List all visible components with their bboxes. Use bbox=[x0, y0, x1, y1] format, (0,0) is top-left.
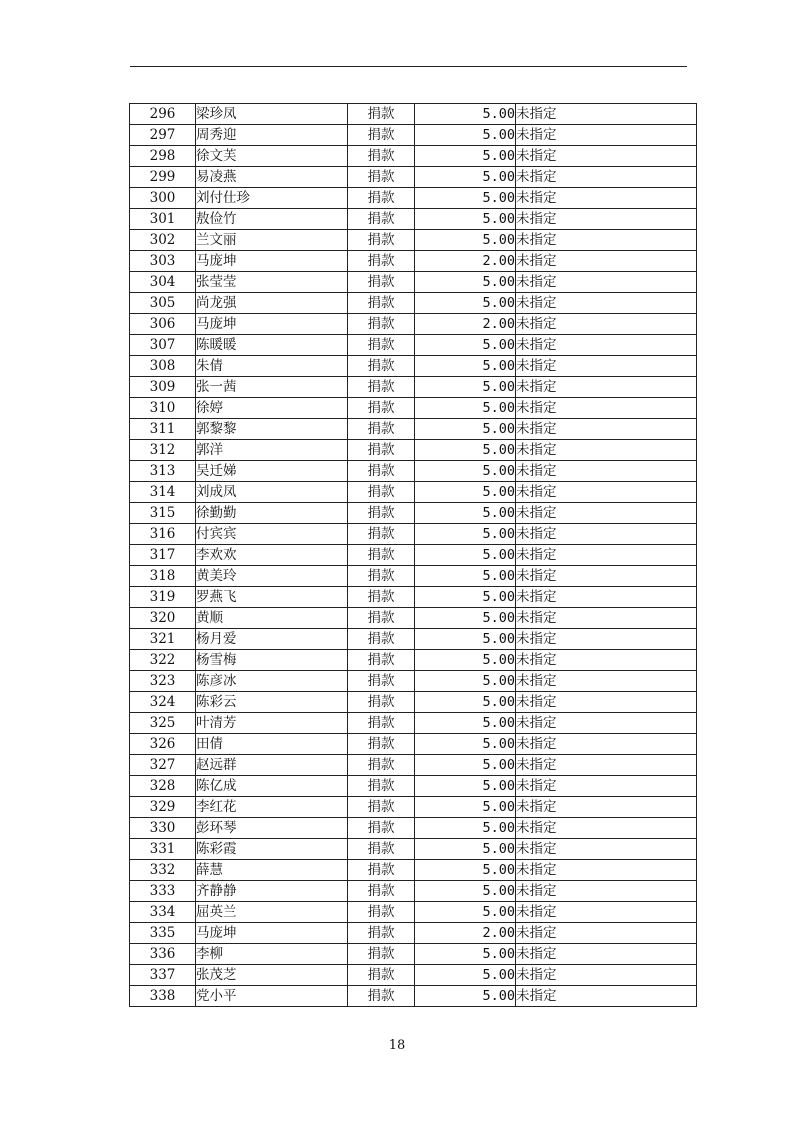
donation-type: 捐款 bbox=[348, 629, 415, 650]
donor-name: 党小平 bbox=[196, 986, 348, 1007]
donation-type: 捐款 bbox=[348, 965, 415, 986]
row-number: 333 bbox=[130, 881, 196, 902]
donor-name: 张一茜 bbox=[196, 377, 348, 398]
table-row bbox=[130, 293, 697, 314]
donation-purpose: 未指定 bbox=[516, 545, 697, 566]
donation-type: 捐款 bbox=[348, 482, 415, 503]
donation-purpose: 未指定 bbox=[516, 776, 697, 797]
donation-amount: 5.00 bbox=[415, 398, 516, 419]
donation-purpose: 未指定 bbox=[516, 188, 697, 209]
donation-purpose: 未指定 bbox=[516, 860, 697, 881]
table-row bbox=[130, 314, 697, 335]
row-number: 334 bbox=[130, 902, 196, 923]
donor-name: 黄顺 bbox=[196, 608, 348, 629]
table-row bbox=[130, 818, 697, 839]
donation-type: 捐款 bbox=[348, 566, 415, 587]
table-row bbox=[130, 587, 697, 608]
donation-type: 捐款 bbox=[348, 755, 415, 776]
table-row bbox=[130, 881, 697, 902]
donation-purpose: 未指定 bbox=[516, 965, 697, 986]
donation-amount: 5.00 bbox=[415, 104, 516, 125]
row-number: 305 bbox=[130, 293, 196, 314]
header-rule bbox=[130, 66, 687, 67]
donation-purpose: 未指定 bbox=[516, 104, 697, 125]
table-row bbox=[130, 860, 697, 881]
donation-amount: 5.00 bbox=[415, 860, 516, 881]
row-number: 330 bbox=[130, 818, 196, 839]
donor-name: 尚龙强 bbox=[196, 293, 348, 314]
table-row bbox=[130, 398, 697, 419]
donation-purpose: 未指定 bbox=[516, 713, 697, 734]
donation-type: 捐款 bbox=[348, 104, 415, 125]
row-number: 335 bbox=[130, 923, 196, 944]
donation-purpose: 未指定 bbox=[516, 503, 697, 524]
table-row bbox=[130, 692, 697, 713]
donation-type: 捐款 bbox=[348, 125, 415, 146]
row-number: 296 bbox=[130, 104, 196, 125]
donation-type: 捐款 bbox=[348, 692, 415, 713]
row-number: 324 bbox=[130, 692, 196, 713]
donation-type: 捐款 bbox=[348, 524, 415, 545]
donation-type: 捐款 bbox=[348, 314, 415, 335]
donation-type: 捐款 bbox=[348, 188, 415, 209]
donation-amount: 5.00 bbox=[415, 881, 516, 902]
donation-purpose: 未指定 bbox=[516, 608, 697, 629]
donation-type: 捐款 bbox=[348, 713, 415, 734]
donation-purpose: 未指定 bbox=[516, 146, 697, 167]
donation-amount: 5.00 bbox=[415, 818, 516, 839]
row-number: 301 bbox=[130, 209, 196, 230]
donor-name: 屈英兰 bbox=[196, 902, 348, 923]
donation-purpose: 未指定 bbox=[516, 692, 697, 713]
table-row bbox=[130, 965, 697, 986]
donation-type: 捐款 bbox=[348, 881, 415, 902]
donation-type: 捐款 bbox=[348, 251, 415, 272]
row-number: 310 bbox=[130, 398, 196, 419]
donation-amount: 5.00 bbox=[415, 545, 516, 566]
donation-purpose: 未指定 bbox=[516, 650, 697, 671]
donation-purpose: 未指定 bbox=[516, 293, 697, 314]
table-row bbox=[130, 482, 697, 503]
donor-name: 吴迁娣 bbox=[196, 461, 348, 482]
donation-amount: 5.00 bbox=[415, 482, 516, 503]
donation-amount: 5.00 bbox=[415, 629, 516, 650]
donation-amount: 5.00 bbox=[415, 272, 516, 293]
donation-type: 捐款 bbox=[348, 230, 415, 251]
table-row bbox=[130, 671, 697, 692]
table-row bbox=[130, 377, 697, 398]
donation-purpose: 未指定 bbox=[516, 629, 697, 650]
donor-name: 徐文芙 bbox=[196, 146, 348, 167]
row-number: 302 bbox=[130, 230, 196, 251]
donation-type: 捐款 bbox=[348, 461, 415, 482]
donor-name: 叶清芳 bbox=[196, 713, 348, 734]
donor-name: 刘付仕珍 bbox=[196, 188, 348, 209]
donor-name: 徐勤勤 bbox=[196, 503, 348, 524]
row-number: 312 bbox=[130, 440, 196, 461]
donation-type: 捐款 bbox=[348, 293, 415, 314]
row-number: 313 bbox=[130, 461, 196, 482]
table-row bbox=[130, 713, 697, 734]
row-number: 307 bbox=[130, 335, 196, 356]
donation-amount: 5.00 bbox=[415, 209, 516, 230]
donor-name: 朱倩 bbox=[196, 356, 348, 377]
row-number: 321 bbox=[130, 629, 196, 650]
donor-name: 陈亿成 bbox=[196, 776, 348, 797]
table-row bbox=[130, 146, 697, 167]
table-row bbox=[130, 503, 697, 524]
donation-purpose: 未指定 bbox=[516, 986, 697, 1007]
donor-name: 黄美玲 bbox=[196, 566, 348, 587]
donation-purpose: 未指定 bbox=[516, 734, 697, 755]
donor-name: 马庞坤 bbox=[196, 251, 348, 272]
donor-name: 薛慧 bbox=[196, 860, 348, 881]
donation-purpose: 未指定 bbox=[516, 356, 697, 377]
table-row bbox=[130, 209, 697, 230]
donor-name: 马庞坤 bbox=[196, 923, 348, 944]
donation-amount: 5.00 bbox=[415, 293, 516, 314]
row-number: 304 bbox=[130, 272, 196, 293]
donation-purpose: 未指定 bbox=[516, 335, 697, 356]
table-row bbox=[130, 356, 697, 377]
table-row bbox=[130, 755, 697, 776]
donor-name: 陈彩霞 bbox=[196, 839, 348, 860]
row-number: 320 bbox=[130, 608, 196, 629]
donation-type: 捐款 bbox=[348, 860, 415, 881]
donation-purpose: 未指定 bbox=[516, 944, 697, 965]
donation-type: 捐款 bbox=[348, 797, 415, 818]
donation-amount: 5.00 bbox=[415, 125, 516, 146]
donor-name: 张莹莹 bbox=[196, 272, 348, 293]
table-row bbox=[130, 272, 697, 293]
donor-name: 赵远群 bbox=[196, 755, 348, 776]
donation-type: 捐款 bbox=[348, 377, 415, 398]
row-number: 331 bbox=[130, 839, 196, 860]
donation-amount: 5.00 bbox=[415, 461, 516, 482]
donor-name: 杨雪梅 bbox=[196, 650, 348, 671]
donation-type: 捐款 bbox=[348, 272, 415, 293]
row-number: 319 bbox=[130, 587, 196, 608]
row-number: 315 bbox=[130, 503, 196, 524]
table-row bbox=[130, 944, 697, 965]
donation-type: 捐款 bbox=[348, 419, 415, 440]
donation-table bbox=[129, 103, 697, 1007]
donation-purpose: 未指定 bbox=[516, 314, 697, 335]
donor-name: 陈彦冰 bbox=[196, 671, 348, 692]
donation-purpose: 未指定 bbox=[516, 587, 697, 608]
donation-purpose: 未指定 bbox=[516, 398, 697, 419]
donation-amount: 5.00 bbox=[415, 440, 516, 461]
donor-name: 郭黎黎 bbox=[196, 419, 348, 440]
donation-amount: 5.00 bbox=[415, 713, 516, 734]
table-row bbox=[130, 986, 697, 1007]
donor-name: 敖俭竹 bbox=[196, 209, 348, 230]
table-row bbox=[130, 923, 697, 944]
table-row bbox=[130, 734, 697, 755]
row-number: 323 bbox=[130, 671, 196, 692]
donation-amount: 5.00 bbox=[415, 356, 516, 377]
table-row bbox=[130, 797, 697, 818]
donation-type: 捐款 bbox=[348, 167, 415, 188]
table-row bbox=[130, 776, 697, 797]
donation-purpose: 未指定 bbox=[516, 797, 697, 818]
row-number: 317 bbox=[130, 545, 196, 566]
donation-amount: 5.00 bbox=[415, 902, 516, 923]
donation-type: 捐款 bbox=[348, 839, 415, 860]
donation-amount: 5.00 bbox=[415, 692, 516, 713]
row-number: 300 bbox=[130, 188, 196, 209]
row-number: 299 bbox=[130, 167, 196, 188]
row-number: 322 bbox=[130, 650, 196, 671]
row-number: 316 bbox=[130, 524, 196, 545]
table-row bbox=[130, 125, 697, 146]
donor-name: 杨月爱 bbox=[196, 629, 348, 650]
table-row bbox=[130, 251, 697, 272]
donation-type: 捐款 bbox=[348, 818, 415, 839]
table-row bbox=[130, 230, 697, 251]
row-number: 332 bbox=[130, 860, 196, 881]
row-number: 314 bbox=[130, 482, 196, 503]
donation-type: 捐款 bbox=[348, 608, 415, 629]
page-number: 18 bbox=[388, 1038, 406, 1053]
donation-type: 捐款 bbox=[348, 671, 415, 692]
row-number: 338 bbox=[130, 986, 196, 1007]
donation-amount: 5.00 bbox=[415, 167, 516, 188]
donation-purpose: 未指定 bbox=[516, 482, 697, 503]
donation-type: 捐款 bbox=[348, 209, 415, 230]
donation-amount: 5.00 bbox=[415, 797, 516, 818]
donation-type: 捐款 bbox=[348, 335, 415, 356]
donation-type: 捐款 bbox=[348, 356, 415, 377]
donation-purpose: 未指定 bbox=[516, 839, 697, 860]
donation-purpose: 未指定 bbox=[516, 881, 697, 902]
donation-purpose: 未指定 bbox=[516, 923, 697, 944]
donation-amount: 5.00 bbox=[415, 524, 516, 545]
donation-amount: 2.00 bbox=[415, 923, 516, 944]
donation-purpose: 未指定 bbox=[516, 440, 697, 461]
donation-amount: 5.00 bbox=[415, 587, 516, 608]
donation-type: 捐款 bbox=[348, 545, 415, 566]
donation-purpose: 未指定 bbox=[516, 230, 697, 251]
donation-amount: 5.00 bbox=[415, 965, 516, 986]
donation-amount: 5.00 bbox=[415, 734, 516, 755]
row-number: 309 bbox=[130, 377, 196, 398]
donation-purpose: 未指定 bbox=[516, 419, 697, 440]
donor-name: 彭环琴 bbox=[196, 818, 348, 839]
donation-amount: 2.00 bbox=[415, 314, 516, 335]
donation-type: 捐款 bbox=[348, 440, 415, 461]
donor-name: 兰文丽 bbox=[196, 230, 348, 251]
donation-amount: 5.00 bbox=[415, 566, 516, 587]
donor-name: 田倩 bbox=[196, 734, 348, 755]
table-row bbox=[130, 188, 697, 209]
table-row bbox=[130, 524, 697, 545]
table-row bbox=[130, 167, 697, 188]
table-row bbox=[130, 461, 697, 482]
donation-amount: 5.00 bbox=[415, 650, 516, 671]
donation-amount: 5.00 bbox=[415, 188, 516, 209]
donation-purpose: 未指定 bbox=[516, 377, 697, 398]
donor-name: 易凌燕 bbox=[196, 167, 348, 188]
donor-name: 郭洋 bbox=[196, 440, 348, 461]
donation-type: 捐款 bbox=[348, 776, 415, 797]
donation-purpose: 未指定 bbox=[516, 461, 697, 482]
row-number: 297 bbox=[130, 125, 196, 146]
donation-amount: 5.00 bbox=[415, 230, 516, 251]
donation-amount: 5.00 bbox=[415, 335, 516, 356]
row-number: 303 bbox=[130, 251, 196, 272]
table-row bbox=[130, 104, 697, 125]
donation-type: 捐款 bbox=[348, 398, 415, 419]
table-row bbox=[130, 335, 697, 356]
donor-name: 陈彩云 bbox=[196, 692, 348, 713]
donation-type: 捐款 bbox=[348, 986, 415, 1007]
donor-name: 周秀迎 bbox=[196, 125, 348, 146]
donor-name: 梁珍凤 bbox=[196, 104, 348, 125]
row-number: 318 bbox=[130, 566, 196, 587]
row-number: 329 bbox=[130, 797, 196, 818]
row-number: 325 bbox=[130, 713, 196, 734]
donor-name: 罗燕飞 bbox=[196, 587, 348, 608]
table-row bbox=[130, 629, 697, 650]
donation-purpose: 未指定 bbox=[516, 209, 697, 230]
donor-name: 齐静静 bbox=[196, 881, 348, 902]
row-number: 337 bbox=[130, 965, 196, 986]
donor-name: 李欢欢 bbox=[196, 545, 348, 566]
donation-type: 捐款 bbox=[348, 923, 415, 944]
row-number: 306 bbox=[130, 314, 196, 335]
table-row bbox=[130, 440, 697, 461]
donation-purpose: 未指定 bbox=[516, 818, 697, 839]
table-row bbox=[130, 608, 697, 629]
donation-purpose: 未指定 bbox=[516, 251, 697, 272]
donor-name: 张茂芝 bbox=[196, 965, 348, 986]
donation-type: 捐款 bbox=[348, 587, 415, 608]
row-number: 336 bbox=[130, 944, 196, 965]
donor-name: 陈暖暖 bbox=[196, 335, 348, 356]
donation-amount: 5.00 bbox=[415, 608, 516, 629]
row-number: 298 bbox=[130, 146, 196, 167]
donor-name: 刘成凤 bbox=[196, 482, 348, 503]
donation-amount: 5.00 bbox=[415, 755, 516, 776]
donor-name: 马庞坤 bbox=[196, 314, 348, 335]
donation-amount: 5.00 bbox=[415, 944, 516, 965]
row-number: 308 bbox=[130, 356, 196, 377]
donation-amount: 5.00 bbox=[415, 776, 516, 797]
donation-type: 捐款 bbox=[348, 503, 415, 524]
donation-amount: 5.00 bbox=[415, 146, 516, 167]
table-row bbox=[130, 839, 697, 860]
donor-name: 李红花 bbox=[196, 797, 348, 818]
table-row bbox=[130, 650, 697, 671]
table-row bbox=[130, 902, 697, 923]
donation-amount: 5.00 bbox=[415, 377, 516, 398]
donation-purpose: 未指定 bbox=[516, 125, 697, 146]
donation-purpose: 未指定 bbox=[516, 902, 697, 923]
donation-type: 捐款 bbox=[348, 902, 415, 923]
row-number: 326 bbox=[130, 734, 196, 755]
row-number: 328 bbox=[130, 776, 196, 797]
donation-amount: 5.00 bbox=[415, 503, 516, 524]
donor-name: 付宾宾 bbox=[196, 524, 348, 545]
donation-type: 捐款 bbox=[348, 146, 415, 167]
donation-amount: 5.00 bbox=[415, 986, 516, 1007]
donation-amount: 5.00 bbox=[415, 839, 516, 860]
donation-amount: 2.00 bbox=[415, 251, 516, 272]
donation-purpose: 未指定 bbox=[516, 524, 697, 545]
donation-type: 捐款 bbox=[348, 944, 415, 965]
donation-purpose: 未指定 bbox=[516, 671, 697, 692]
table-row bbox=[130, 566, 697, 587]
table-row bbox=[130, 545, 697, 566]
table-row bbox=[130, 419, 697, 440]
donation-table-body bbox=[130, 104, 697, 1007]
donation-purpose: 未指定 bbox=[516, 272, 697, 293]
row-number: 311 bbox=[130, 419, 196, 440]
row-number: 327 bbox=[130, 755, 196, 776]
donation-purpose: 未指定 bbox=[516, 755, 697, 776]
donor-name: 徐婷 bbox=[196, 398, 348, 419]
donation-amount: 5.00 bbox=[415, 671, 516, 692]
donation-type: 捐款 bbox=[348, 650, 415, 671]
donation-amount: 5.00 bbox=[415, 419, 516, 440]
donor-name: 李柳 bbox=[196, 944, 348, 965]
donation-purpose: 未指定 bbox=[516, 566, 697, 587]
donation-purpose: 未指定 bbox=[516, 167, 697, 188]
donation-type: 捐款 bbox=[348, 734, 415, 755]
